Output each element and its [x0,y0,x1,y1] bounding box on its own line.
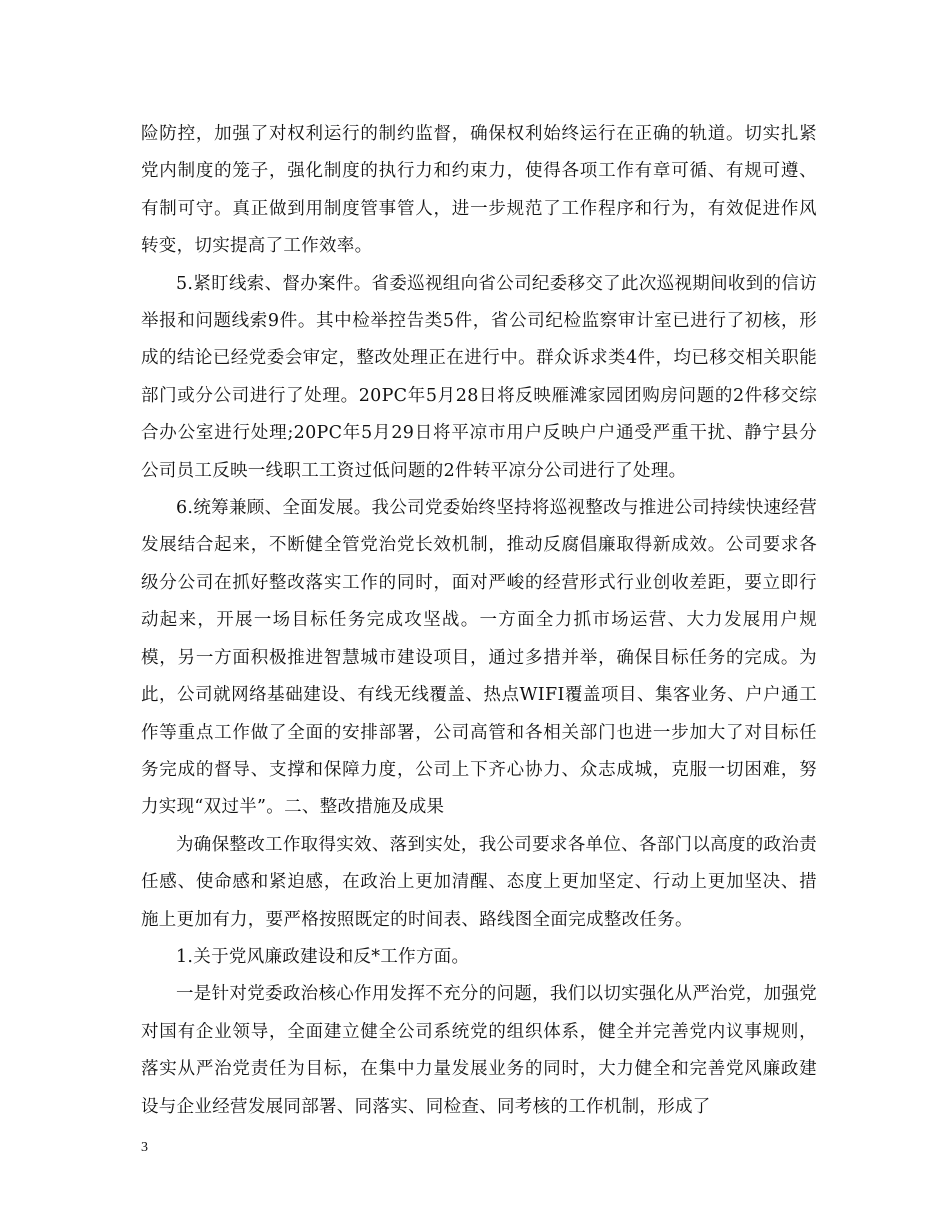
paragraph: 5.紧盯线索、督办案件。省委巡视组向省公司纪委移交了此次巡视期间收到的信访举报和问题线索9件。其中检举控告类5件，省公司纪检监察审计室已进行了初核，形成的结论已经党委会审定，整改处理正在进行中。群众诉求类4件，均已移交相关职能部门或分公司进行了处理。20PC年5月28日将反映雁滩家园团购房问题的2件移交综合办公室进行处理;20PC年5月29日将平凉市用户反映户户通受严重干扰、静宁县分公司员工反映一线职工工资过低问题的2件转平凉分公司进行了处理。 [141,273,817,481]
paragraph: 一是针对党委政治核心作用发挥不充分的问题，我们以切实强化从严治党，加强党对国有企业领导，全面建立健全公司系统党的组织体系，健全并完善党内议事规则，落实从严治党责任为目标，在集中力量发展业务的同时，大力健全和完善党风廉政建设与企业经营发展同部署、同落实、同检查、同考核的工作机制，形成了 [141,984,817,1117]
paragraph: 为确保整改工作取得实效、落到实处，我公司要求各单位、各部门以高度的政治责任感、使命感和紧迫感，在政治上更加清醒、态度上更加坚定、行动上更加坚决、措施上更加有力，要严格按照既定的时间表、路线图全面完成整改任务。 [141,834,817,930]
document-body [141,116,817,1126]
paragraph: 6.统筹兼顾、全面发展。我公司党委始终坚持将巡视整改与推进公司持续快速经营发展结合起来，不断健全管党治党长效机制，推动反腐倡廉取得新成效。公司要求各级分公司在抓好整改落实工作的同时，面对严峻的经营形式行业创收差距，要立即行动起来，开展一场目标任务完成攻坚战。一方面全力抓市场运营、大力发展用户规模，另一方面积极推进智慧城市建设项目，通过多措并举，确保目标任务的完成。为此，公司就网络基础建设、有线无线覆盖、热点WIFI覆盖项目、集客业务、户户通工作等重点工作做了全面的安排部署，公司高管和各相关部门也进一步加大了对目标任务完成的督导、支撑和保障力度，公司上下齐心协力、众志成城，克服一切困难，努力实现“双过半”。二、整改措施及成果 [141,498,817,818]
paragraph: 1.关于党风廉政建设和反*工作方面。 [176,946,470,967]
paragraph: 险防控，加强了对权利运行的制约监督，确保权利始终运行在正确的轨道。切实扎紧党内制度的笼子，强化制度的执行力和约束力，使得各项工作有章可循、有规可遵、有制可守。真正做到用制度管事管人，进一步规范了工作程序和行为，有效促进作风转变，切实提高了工作效率。 [141,124,817,257]
page-number: 3 [141,1140,148,1155]
